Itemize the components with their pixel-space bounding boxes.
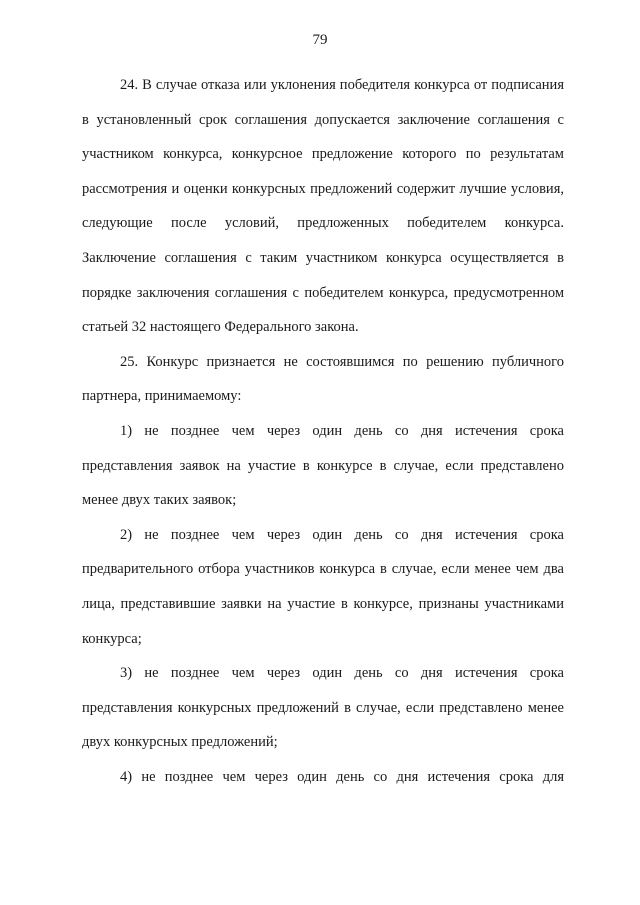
list-item-3: 3) не позднее чем через один день со дня истечения срока представления конкурсных предложений в случае, если представлено менее двух конкурсных предложений; [82,665,564,751]
page-number: 79 [312,32,328,48]
document-body [82,68,564,794]
list-item-1: 1) не позднее чем через один день со дня истечения срока представления заявок на участие в конкурсе в случае, если представлено менее двух таких заявок; [82,422,564,509]
paragraph-24: 24. В случае отказа или уклонения победителя конкурса от подписания в установленный срок соглашения допускается заключение соглашения с участником конкурса, конкурсное предложение которого по результатам рассмотрения и оценки конкурсных предложений содержит лучшие условия, следующие после условий, предложенных победителем конкурса. Заключение соглашения с таким участником конкурса осуществляется в порядке заключения соглашения с победителем конкурса, предусмотренном статьей 32 настоящего Федерального закона. [82,77,564,336]
list-item-2: 2) не позднее чем через один день со дня истечения срока предварительного отбора участников конкурса в случае, если менее чем два лица, представившие заявки на участие в конкурсе, признаны участниками конкурса; [82,526,564,647]
list-item-4: 4) не позднее чем через один день со дня истечения срока для [120,768,564,785]
paragraph-25: 25. Конкурс признается не состоявшимся по решению публичного партнера, принимаемому: [82,353,564,405]
